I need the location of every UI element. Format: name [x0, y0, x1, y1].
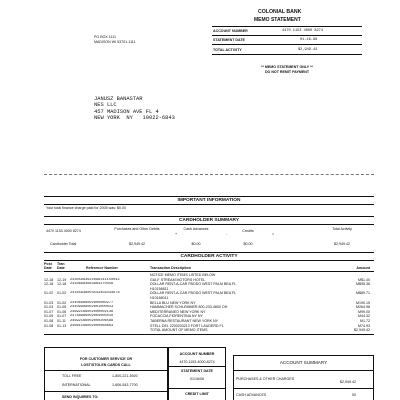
- memo-notice-line1: ** MEMO STATEMENT ONLY **: [261, 65, 313, 69]
- amount-cell: M44.32: [358, 314, 370, 319]
- amount-cell: M$1.40: [358, 277, 370, 282]
- reference-cell: 24305983625099141150042: [70, 277, 120, 282]
- summary-row-name: Cardholder Total: [50, 242, 77, 246]
- summary-row-purchases: $2,949.42: [129, 242, 145, 246]
- bottom-date-value: 01/16/06: [190, 377, 204, 381]
- summary-op-plus: +: [175, 232, 178, 236]
- description-cell: BELLA BLU NEW YORK NY: [150, 300, 196, 305]
- description-cell: HAMMACHER SCHLEMMER 800-233-4800 OH: [150, 305, 228, 310]
- document-type: MEMO STATEMENT: [254, 17, 301, 23]
- important-info-text: Your total finance charge paid for 2005 was: $0.00: [46, 206, 126, 210]
- description-cell: MEDITERRANEO NEW YORK NY: [150, 309, 206, 314]
- post-date-cell: 01-03: [44, 305, 54, 310]
- bottom-date-label: STATEMENT DATE: [181, 369, 213, 373]
- reference-cell: 24661166002000068663: [70, 323, 114, 328]
- cardholder-activity-title: CARDHOLDER ACTIVITY: [180, 254, 238, 259]
- reference-cell: 24165836003543403434676: [70, 291, 120, 296]
- return-address-line1: PO BOX 1111: [94, 35, 116, 39]
- recipient-line3: 457 MADISON AVE FL 4: [94, 108, 159, 115]
- description-cell: STELL DEL 2200203213 FORT LAUDERD FL: [150, 323, 224, 328]
- reference-cell: 24409988002801000013: [70, 305, 114, 310]
- reference-cell: 24406988002800080277: [70, 300, 114, 305]
- summary-account-number: 4470 1153 4000 8274: [46, 229, 81, 233]
- purchases-other-charges-value: $2,949.42: [340, 380, 356, 384]
- post-date-cell: 01-02: [44, 291, 54, 296]
- bottom-account-value: 4470-1153-4000-8274: [179, 360, 215, 364]
- post-date-cell: 01-09: [44, 314, 54, 319]
- reference-cell: 24692166002000206588: [70, 319, 114, 323]
- cash-advances-value: 00: [352, 393, 356, 397]
- post-date-cell: 01-08: [44, 323, 54, 328]
- trans-date-cell: 01-05: [57, 305, 67, 310]
- summary-op-equals: =: [272, 232, 275, 236]
- cash-advances-label: CASH ADVANCES: [236, 393, 267, 397]
- trans-date-cell: 01-06: [57, 309, 67, 314]
- post-date-cell: 01-03: [44, 300, 54, 305]
- description-cell: TABERNA RESTAURANT NEW YORK NY: [150, 319, 219, 323]
- summary-purchases-header: Purchases and Other Debits: [114, 227, 160, 231]
- statement-date-label: STATEMENT DATE: [213, 38, 245, 42]
- account-number-value: 4470 1153 4000 8274: [282, 29, 323, 33]
- memo-notice-line2: DO NOT REMIT PAYMENT: [264, 70, 310, 74]
- post-date-cell: 01-07: [44, 309, 54, 314]
- trans-date-cell: 12-18: [57, 282, 67, 287]
- activity-header-reference: Reference Number: [86, 266, 118, 270]
- description-cell: TOTAL AMOUNT OF MEMO ITEMS: [150, 328, 208, 333]
- description-cell: DOLLAR RENT-A-CAR FBODO WEST PALM BEA FL: [150, 291, 237, 296]
- send-inquiries-label: SEND INQUIRIES TO:: [62, 395, 99, 399]
- purchases-other-charges-label: PURCHASES & OTHER CHARGES: [236, 377, 295, 381]
- amount-cell: $2,949.42: [354, 328, 370, 333]
- trans-date-cell: 01-02: [57, 300, 67, 305]
- trans-date-cell: 12-19: [57, 277, 67, 282]
- recipient-line4: NEW YORK NY 10022-6843: [94, 114, 175, 121]
- reference-cell: 24692166002000002138: [70, 309, 114, 314]
- trans-date-cell: 01-02: [57, 291, 67, 296]
- description-cell: NOTICE MEMO ITEMS LISTED BELOW: [150, 273, 216, 277]
- description-cell: FOCACCIA FIORENTINA NY NY: [150, 314, 203, 319]
- post-date-cell: 01-08: [44, 319, 54, 323]
- toll-free-number[interactable]: 1-800-221-5920: [112, 374, 138, 378]
- perforation-line: [44, 174, 374, 175]
- amount-cell: M1.72: [360, 319, 370, 323]
- summary-row-credits: $0.00: [243, 242, 253, 246]
- amount-cell: M99.00: [358, 309, 370, 314]
- activity-header-description: Transaction Description: [150, 266, 191, 270]
- activity-header-post-date: Post Date: [44, 262, 52, 271]
- bank-name: COLONIAL BANK: [258, 9, 302, 15]
- summary-row-total: $2,949.42: [334, 242, 350, 246]
- customer-service-line2: LOST/STOLEN CARDS CALL: [81, 363, 131, 367]
- description-cell: H10168011: [150, 296, 169, 300]
- toll-free-label: TOLL FREE: [62, 374, 82, 378]
- description-cell: GULF STREAM MOTORS HOTEL: [150, 277, 206, 282]
- international-label: INTERNATIONAL: [62, 383, 91, 387]
- reference-cell: 24788966002004005019: [70, 314, 114, 319]
- post-date-cell: 12-18: [44, 277, 54, 282]
- cardholder-summary-title: CARDHOLDER SUMMARY: [178, 218, 240, 223]
- amount-cell: M$89.71: [356, 291, 370, 296]
- international-number[interactable]: 1-606-543-7700: [112, 383, 138, 387]
- important-info-title: IMPORTANT INFORMATION: [177, 198, 241, 203]
- account-number-label: ACCOUNT NUMBER: [213, 29, 248, 33]
- summary-credits-header: Credits: [242, 229, 254, 233]
- trans-date-cell: 01-11: [57, 319, 66, 323]
- description-cell: DOLLAR RENT-A-CAR FBODO WEST PALM BEA FL: [150, 282, 237, 287]
- bottom-account-label: ACCOUNT NUMBER: [179, 352, 215, 356]
- recipient-line2: NES LLC: [94, 102, 117, 109]
- amount-cell: M$95.36: [356, 282, 370, 287]
- activity-header-amount: Amount: [356, 266, 370, 270]
- summary-row-cash: $0.00: [191, 242, 201, 246]
- return-address-line2: MADISON WI 53701-1111: [94, 40, 136, 44]
- trans-date-cell: 01-07: [57, 314, 67, 319]
- summary-op-minus: -: [226, 232, 228, 236]
- recipient-address: [94, 90, 175, 121]
- summary-total-header: Total Activity: [332, 227, 352, 231]
- reference-cell: 24106983663984270456: [70, 282, 114, 287]
- statement-date-value: 01-16-98: [300, 38, 318, 42]
- amount-cell: M264.98: [356, 305, 370, 310]
- description-cell: H10156811: [150, 286, 169, 291]
- customer-service-line1: FOR CUSTOMER SERVICE OR: [79, 357, 133, 361]
- amount-cell: M190.15: [356, 300, 370, 305]
- recipient-line1: JANUSZ BANASTAR: [94, 96, 143, 103]
- total-activity-label: TOTAL ACTIVITY: [213, 48, 242, 52]
- trans-date-cell: 01-13: [57, 323, 67, 328]
- amount-cell: M74.93: [358, 323, 370, 328]
- activity-header-trans-date: Tran Date: [57, 262, 65, 271]
- summary-cash-header: Cash Advances: [183, 227, 209, 231]
- total-activity-value: $2,949.42: [298, 48, 318, 52]
- credit-limit-label: CREDIT LIMIT: [185, 392, 209, 396]
- post-date-cell: 12-18: [44, 282, 54, 287]
- account-summary-title: ACCOUNT SUMMARY: [279, 360, 328, 365]
